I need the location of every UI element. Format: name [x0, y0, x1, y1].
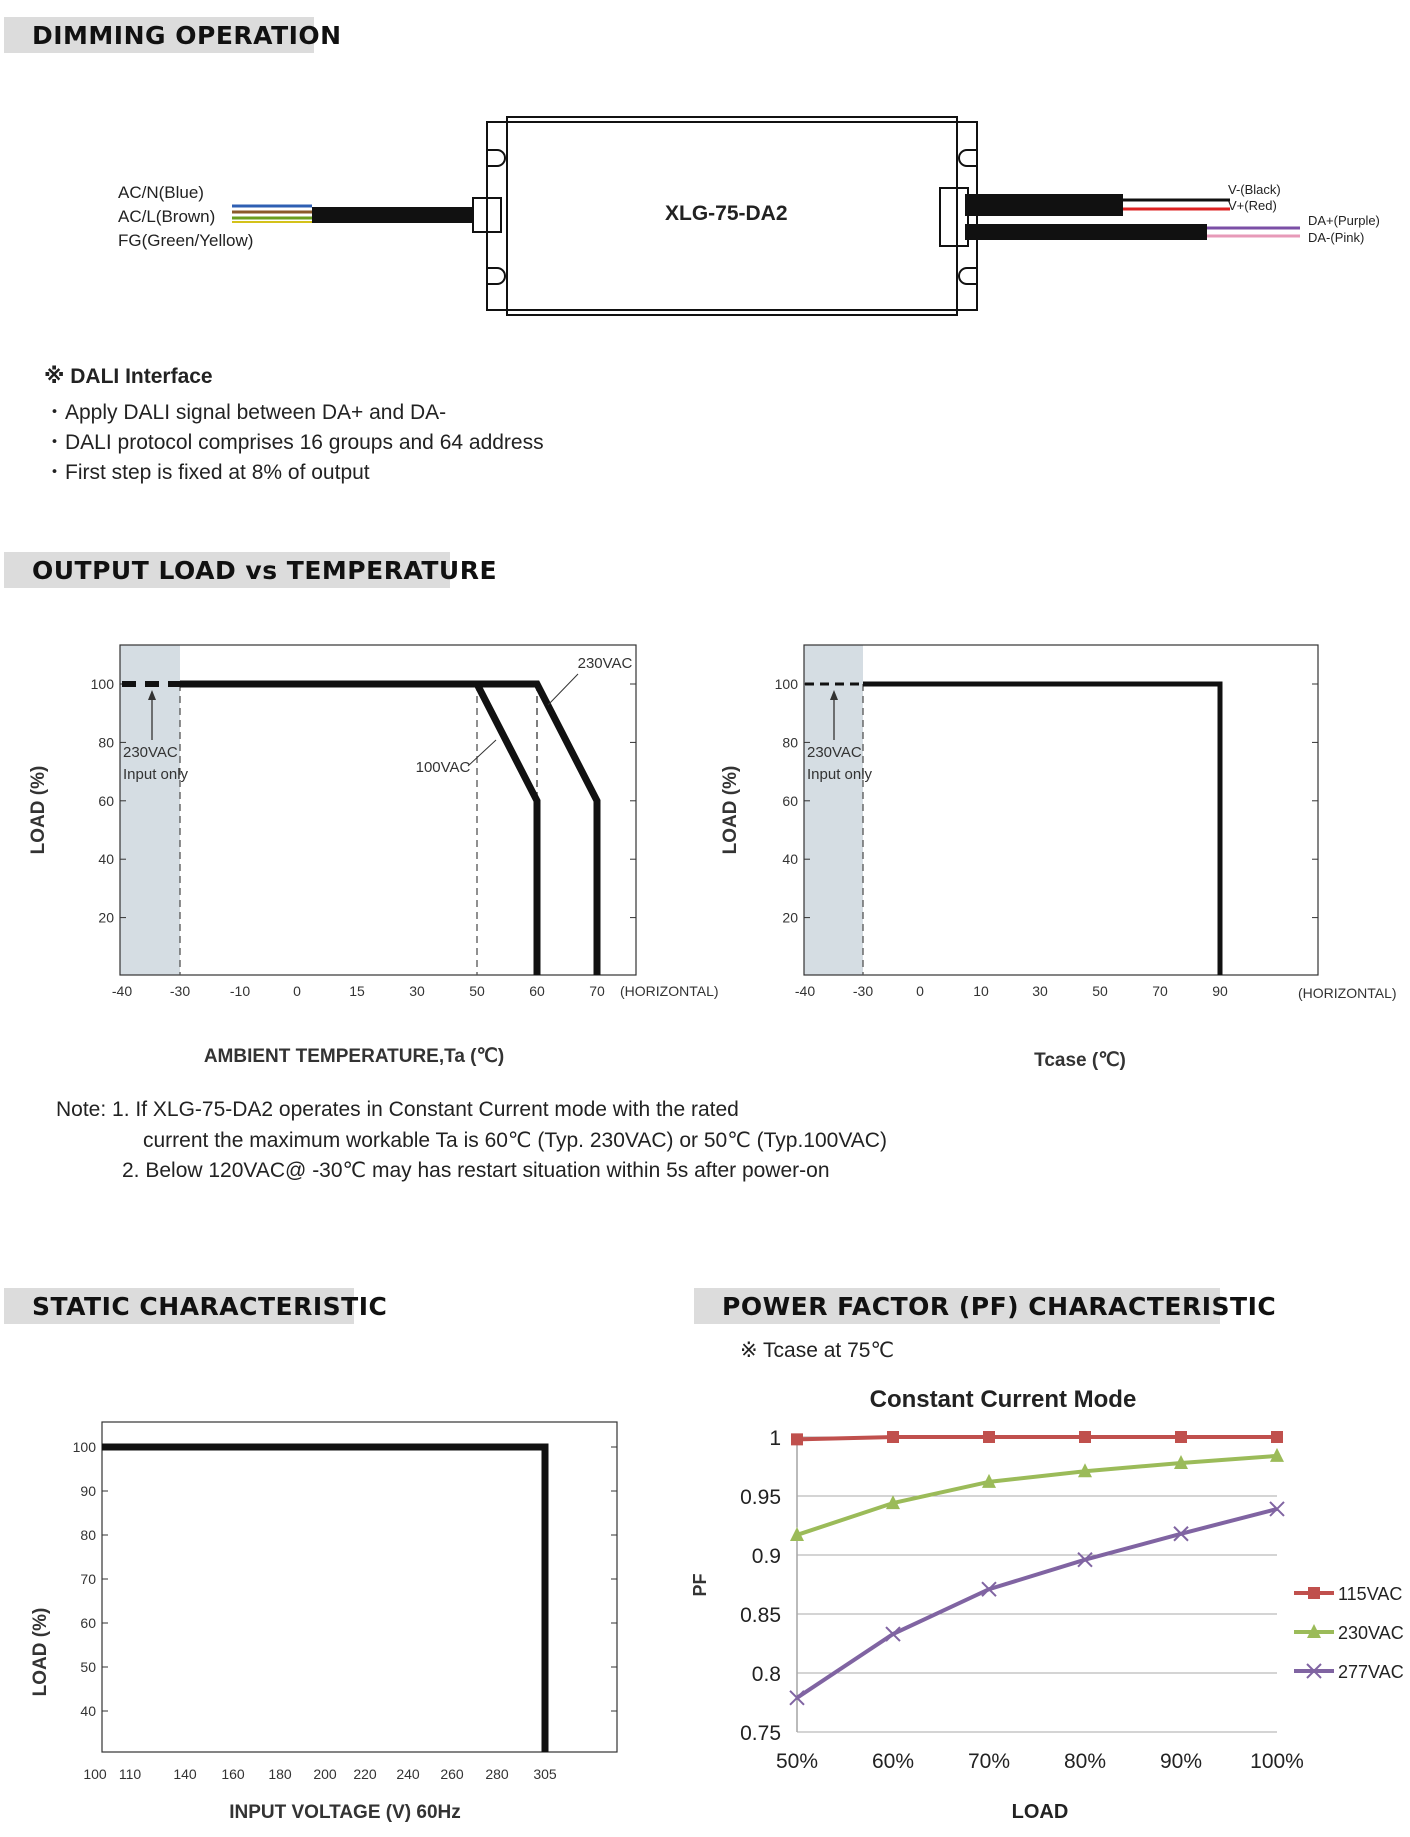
x-tick-label: 240 — [396, 1766, 420, 1782]
x-tick-label: 30 — [409, 983, 425, 999]
x-tick-label: 50% — [775, 1750, 819, 1773]
x-tick-label: 50 — [1092, 983, 1108, 999]
y-axis-title: LOAD (%) — [28, 765, 49, 855]
y-tick-label: 60 — [80, 1615, 96, 1631]
x-tick-label: 90% — [1159, 1750, 1203, 1773]
x-tick-label: 280 — [485, 1766, 509, 1782]
y-axis-title: LOAD (%) — [720, 765, 741, 855]
y-axis-title: PF — [690, 1573, 710, 1597]
dali-bullet: ・First step is fixed at 8% of output — [44, 461, 370, 484]
x-tick-label: 220 — [353, 1766, 377, 1782]
x-tick-label: -10 — [229, 983, 251, 999]
x-axis-note: (HORIZONTAL) — [620, 983, 719, 999]
legend-label: 277VAC — [1338, 1662, 1404, 1682]
y-tick-label: 80 — [80, 1527, 96, 1543]
data-point — [791, 1433, 803, 1445]
shaded-region — [120, 645, 180, 975]
x-axis-title: INPUT VOLTAGE (V) 60Hz — [229, 1802, 461, 1823]
series-line-115VAC — [797, 1437, 1277, 1439]
wire-label-ac-n: AC/N(Blue) — [118, 183, 204, 202]
series-line — [102, 1447, 545, 1752]
y-tick-label: 0.85 — [740, 1604, 781, 1627]
series-line-100VAC — [180, 684, 537, 975]
leader-line — [548, 674, 578, 705]
series-line-277VAC — [797, 1509, 1277, 1698]
y-tick-label: 100 — [90, 676, 114, 692]
dali-bullet: ・DALI protocol comprises 16 groups and 64 address — [44, 431, 544, 454]
x-tick-label: 180 — [268, 1766, 292, 1782]
data-point — [983, 1431, 995, 1443]
note-line: 2. Below 120VAC@ -30℃ may has restart situation within 5s after power-on — [122, 1159, 830, 1182]
x-tick-label: 110 — [118, 1766, 142, 1782]
wire-label-v-minus: V-(Black) — [1228, 182, 1281, 197]
dali-bullet: ・Apply DALI signal between DA+ and DA- — [44, 401, 447, 424]
section-title: POWER FACTOR (PF) CHARACTERISTIC — [722, 1291, 1277, 1321]
shaded-label: 230VAC — [123, 744, 178, 761]
section-title: OUTPUT LOAD vs TEMPERATURE — [32, 555, 498, 585]
data-point — [1271, 1431, 1283, 1443]
series-line — [863, 684, 1220, 975]
x-tick-label: 305 — [533, 1766, 557, 1782]
data-point — [1079, 1431, 1091, 1443]
dali-title: ※ DALI Interface — [44, 365, 213, 388]
section-title: STATIC CHARACTERISTIC — [32, 1291, 388, 1321]
y-tick-label: 0.75 — [740, 1722, 781, 1745]
x-tick-label: 100% — [1250, 1750, 1304, 1773]
y-tick-label: 100 — [72, 1439, 96, 1455]
y-tick-label: 100 — [774, 676, 798, 692]
x-tick-label: 100 — [83, 1766, 107, 1782]
x-tick-label: 70 — [1152, 983, 1168, 999]
note-line: Note: 1. If XLG-75-DA2 operates in Constant Current mode with the rated — [56, 1098, 739, 1121]
shaded-label: Input only — [807, 766, 873, 783]
x-tick-label: 70% — [967, 1750, 1011, 1773]
x-tick-label: 30 — [1032, 983, 1048, 999]
x-axis-title: Tcase (℃) — [1034, 1050, 1126, 1071]
section-title: DIMMING OPERATION — [32, 20, 342, 50]
y-tick-label: 0.95 — [740, 1486, 781, 1509]
y-tick-label: 40 — [98, 851, 114, 868]
data-point — [887, 1431, 899, 1443]
series-label: 100VAC — [415, 759, 471, 776]
wire-label-da-plus: DA+(Purple) — [1308, 213, 1380, 228]
legend-marker — [1308, 1587, 1320, 1599]
leader-line — [468, 740, 496, 766]
y-tick-label: 40 — [782, 851, 798, 868]
x-tick-label: -30 — [852, 983, 874, 999]
x-tick-label: 60% — [871, 1750, 915, 1773]
wire-label-da-minus: DA-(Pink) — [1308, 230, 1365, 245]
chart-title: Constant Current Mode — [869, 1386, 1137, 1413]
y-tick-label: 60 — [782, 792, 798, 809]
series-line-230VAC — [797, 1456, 1277, 1535]
y-tick-label: 60 — [98, 792, 114, 809]
x-axis-title: LOAD — [1011, 1801, 1069, 1823]
y-tick-label: 0.9 — [751, 1545, 781, 1568]
pf-note: ※ Tcase at 75℃ — [740, 1339, 895, 1362]
device-model-label: XLG-75-DA2 — [665, 202, 788, 225]
x-tick-label: 80% — [1063, 1750, 1107, 1773]
x-tick-label: 260 — [440, 1766, 464, 1782]
legend-label: 230VAC — [1338, 1623, 1404, 1643]
x-tick-label: 0 — [293, 983, 301, 999]
wire-label-v-plus: V+(Red) — [1228, 198, 1277, 213]
x-tick-label: 200 — [313, 1766, 337, 1782]
shaded-label: 230VAC — [807, 744, 862, 761]
x-tick-label: 90 — [1212, 983, 1228, 999]
x-axis-note: (HORIZONTAL) — [1298, 985, 1397, 1001]
x-tick-label: -40 — [111, 983, 133, 999]
plot-frame — [804, 645, 1318, 975]
x-tick-label: 0 — [916, 983, 924, 999]
y-tick-label: 0.8 — [751, 1663, 781, 1686]
legend-label: 115VAC — [1338, 1584, 1403, 1604]
x-tick-label: 160 — [221, 1766, 245, 1782]
shaded-label: Input only — [123, 766, 189, 783]
y-tick-label: 1 — [769, 1427, 781, 1450]
y-tick-label: 70 — [80, 1571, 96, 1587]
y-tick-label: 80 — [782, 734, 798, 751]
x-tick-label: 50 — [469, 983, 485, 999]
wire-label-fg: FG(Green/Yellow) — [118, 231, 254, 250]
series-label: 230VAC — [577, 655, 633, 672]
y-tick-label: 40 — [80, 1703, 96, 1719]
data-point — [886, 1627, 900, 1641]
note-line: current the maximum workable Ta is 60℃ (Typ. 230VAC) or 50℃ (Typ.100VAC) — [143, 1129, 887, 1152]
x-tick-label: 15 — [349, 983, 365, 999]
y-tick-label: 80 — [98, 734, 114, 751]
y-tick-label: 20 — [782, 909, 798, 926]
plot-frame — [102, 1422, 617, 1752]
x-axis-title: AMBIENT TEMPERATURE,Ta (℃) — [203, 1046, 505, 1067]
y-tick-label: 50 — [80, 1659, 96, 1675]
data-point — [1175, 1431, 1187, 1443]
x-tick-label: -40 — [794, 983, 816, 999]
x-tick-label: 60 — [529, 983, 545, 999]
x-tick-label: 10 — [973, 983, 989, 999]
y-axis-title: LOAD (%) — [30, 1607, 51, 1697]
y-tick-label: 20 — [98, 909, 114, 926]
y-tick-label: 90 — [80, 1483, 96, 1499]
x-tick-label: 70 — [589, 983, 605, 999]
x-tick-label: 140 — [173, 1766, 197, 1782]
wire-label-ac-l: AC/L(Brown) — [118, 207, 216, 226]
x-tick-label: -30 — [169, 983, 191, 999]
